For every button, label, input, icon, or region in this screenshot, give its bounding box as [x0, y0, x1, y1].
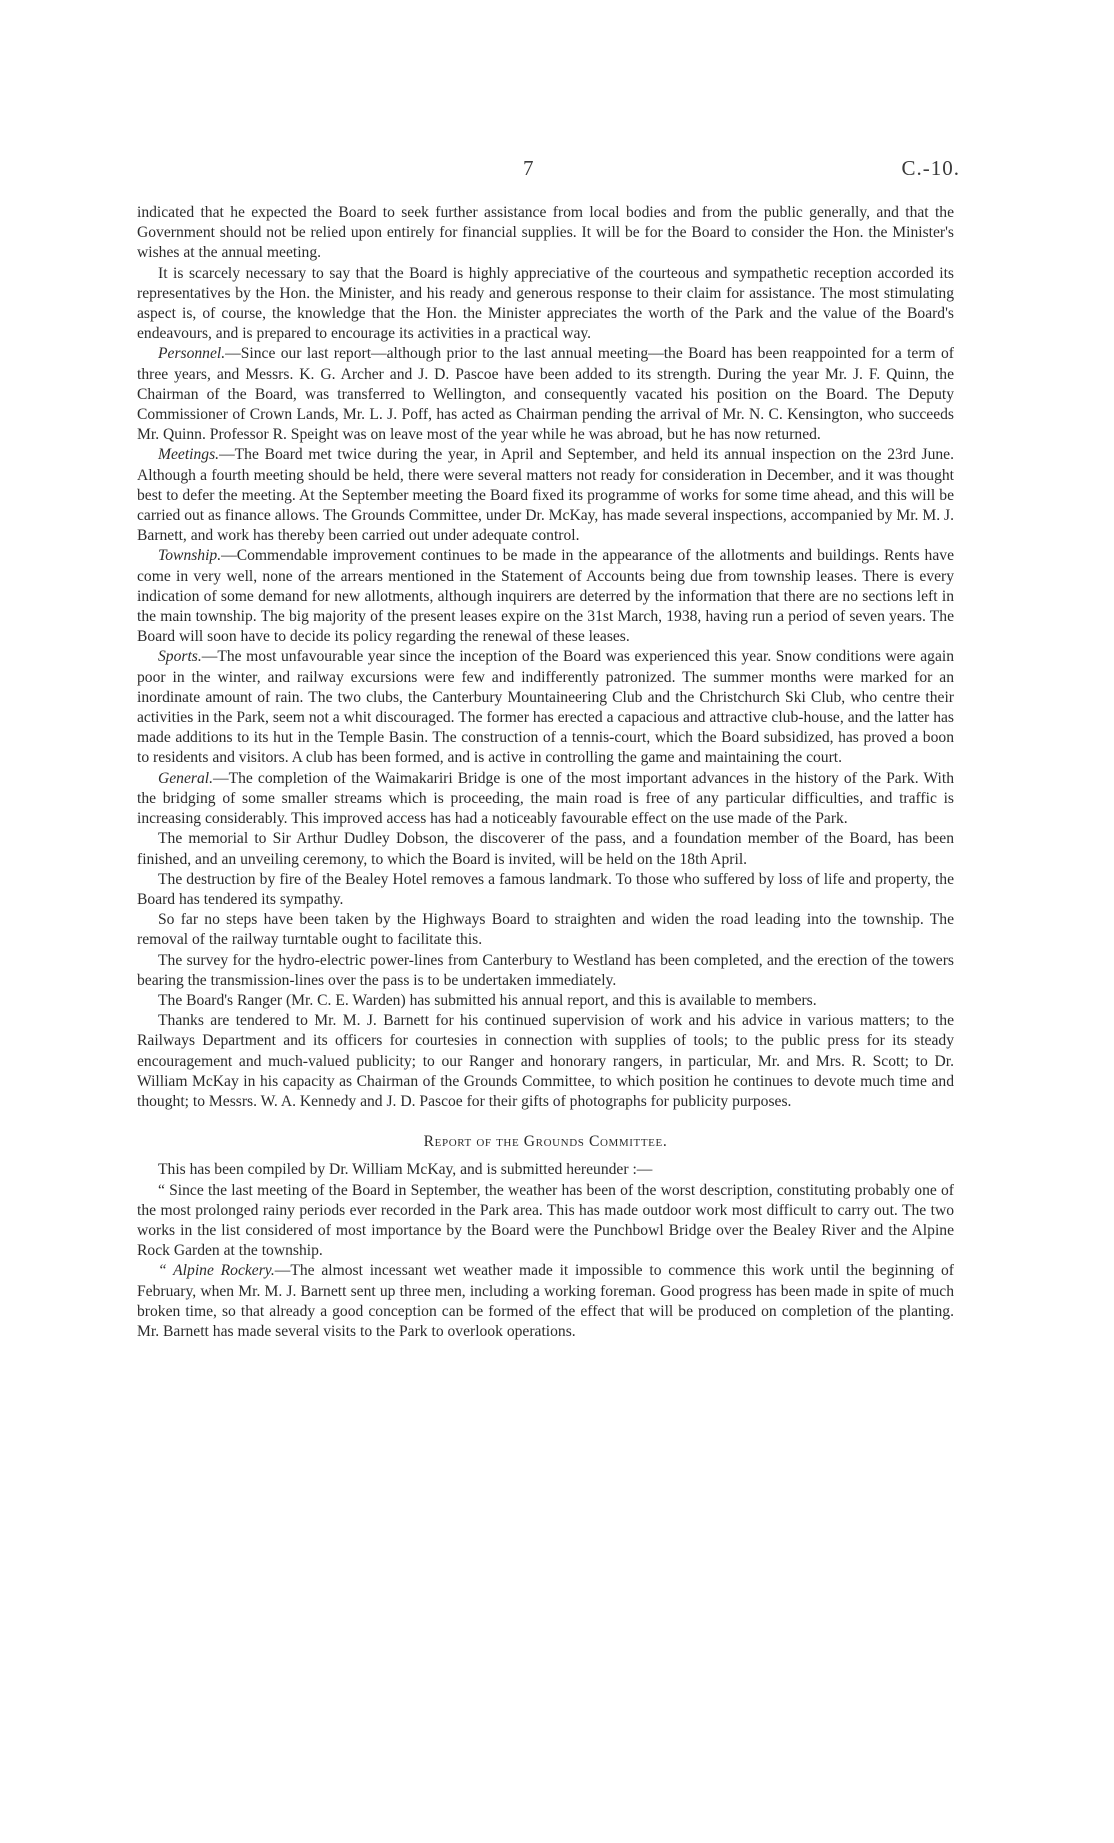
section-heading: Report of the Grounds Committee.: [423, 1133, 668, 1151]
paragraph: The destruction by fire of the Bealey Hotel removes a famous landmark. To those who suffered by loss of life and property, the Board has tendered its sympathy.: [137, 870, 954, 908]
paragraph-personnel: Personnel.—Since our last report—although prior to the last annual meeting—the Board has been reappointed for a term of three years, and Messrs. K. G. Archer and J. D. Pascoe have been added to its strength. During the year Mr. J. F. Quinn, the Chairman of the Board, was transferred to Wellington, and consequently vacated his position on the Board. The Deputy Commissioner of Crown Lands, Mr. L. J. Poff, has acted as Chairman pending the arrival of Mr. N. C. Kensington, who succeeds Mr. Quinn. Professor R. Speight was on leave most of the year while he was abroad, but he has now returned.: [137, 345, 954, 444]
document-code: C.-10.: [901, 156, 960, 180]
paragraph: This has been compiled by Dr. William McKay, and is submitted hereunder :—: [158, 1161, 653, 1179]
paragraph-lead: Personnel.: [158, 345, 226, 363]
paragraph: It is scarcely necessary to say that the Board is highly appreciative of the courteous and sympathetic reception accorded its representatives by the Hon. the Minister, and his ready and generous response to their claim for assistance. The most stimulating aspect is, of course, the knowledge that the Hon. the Minister appreciates the worth of the Park and the value of the Board's endeavours, and is prepared to encourage its activities in a practical way.: [137, 264, 954, 343]
paragraph-lead: Sports.: [158, 648, 202, 666]
paragraph-lead: Township.: [158, 547, 222, 565]
paragraph-lead: Meetings.: [158, 446, 220, 464]
paragraph-general: General.—The completion of the Waimakariri Bridge is one of the most important advances in the history of the Park. With the bridging of some smaller streams which is proceeding, the main road is free of any particular difficulties, and traffic is increasing considerably. This improved access has had a noticeably favourable effect on the use made of the Park.: [137, 769, 954, 828]
paragraph-alpine-rockery: “ Alpine Rockery.—The almost incessant wet weather made it impossible to commence this work until the beginning of February, when Mr. M. J. Barnett sent up three men, including a working foreman. Good progress has been made in spite of much broken time, so that already a good conception can be formed of the effect that will be produced on completion of the planting. Mr. Barnett has made several visits to the Park to overlook operations.: [137, 1262, 954, 1340]
paragraph-township: Township.—Commendable improvement continues to be made in the appearance of the allotments and buildings. Rents have come in very well, none of the arrears mentioned in the Statement of Accounts being due from township leases. There is every indication of some demand for new allotments, although inquirers are deterred by the information that there are no sections left in the main township. The big majority of the present leases expire on the 31st March, 1938, having run a period of seven years. The Board will soon have to decide its policy regarding the renewal of these leases.: [137, 547, 954, 646]
page-number: 7: [523, 156, 534, 180]
paragraph: So far no steps have been taken by the Highways Board to straighten and widen the road leading into the township. The removal of the railway turntable ought to facilitate this.: [137, 911, 954, 949]
paragraph: indicated that he expected the Board to seek further assistance from local bodies and from the public generally, and that the Government should not be relied upon entirely for financial supplies. It will be for the Board to consider the Hon. the Minister's wishes at the annual meeting.: [137, 204, 954, 262]
paragraph-sports: Sports.—The most unfavourable year since the inception of the Board was experienced this year. Snow conditions were again poor in the winter, and railway excursions were few and indifferently patronized. The summer months were marked for an inordinate amount of rain. The two clubs, the Canterbury Mountaineering Club and the Christchurch Ski Club, who centre their activities in the Park, seem not a whit discouraged. The former has erected a capacious and attractive club-house, and the latter has made additions to its hut in the Temple Basin. The construction of a tennis-court, which the Board subsidized, has proved a boon to residents and visitors. A club has been formed, and is active in controlling the game and maintaining the court.: [137, 648, 954, 767]
paragraph: “ Since the last meeting of the Board in September, the weather has been of the worst description, constituting probably one of the most prolonged rainy periods ever recorded in the Park area. This has made outdoor work most difficult to carry out. The two works in the list considered of most importance by the Board were the Punchbowl Bridge over the Bealey River and the Alpine Rock Garden at the township.: [137, 1181, 954, 1260]
paragraph: The Board's Ranger (Mr. C. E. Warden) has submitted his annual report, and this is available to members.: [158, 991, 817, 1009]
paragraph: The memorial to Sir Arthur Dudley Dobson, the discoverer of the pass, and a foundation member of the Board, has been finished, and an unveiling ceremony, to which the Board is invited, will be held on the 18th April.: [137, 830, 954, 868]
paragraph: Thanks are tendered to Mr. M. J. Barnett for his continued supervision of work and his advice in various matters; to the Railways Department and its officers for courtesies in connection with supplies of tools; to the public press for its steady encouragement and much-valued publicity; to our Ranger and honorary rangers, in particular, Mr. and Mrs. R. Scott; to Dr. William McKay in his capacity as Chairman of the Grounds Committee, to which position he continues to devote much time and thought; to Messrs. W. A. Kennedy and J. D. Pascoe for their gifts of photographs for publicity purposes.: [137, 1012, 954, 1110]
paragraph: The survey for the hydro-electric power-lines from Canterbury to Westland has been completed, and the erection of the towers bearing the transmission-lines over the pass is to be undertaken immediately.: [137, 951, 954, 989]
paragraph-lead: “ Alpine Rockery.: [158, 1262, 275, 1280]
page-header: [0, 158, 1114, 188]
document-body: [137, 203, 954, 1342]
paragraph-meetings: Meetings.—The Board met twice during the year, in April and September, and held its annual inspection on the 23rd June. Although a fourth meeting should be held, there were several matters not ready for consideration in December, and it was thought best to defer the meeting. At the September meeting the Board fixed its programme of works for some time ahead, and this will be carried out as finance allows. The Grounds Committee, under Dr. McKay, has made several inspections, accompanied by Mr. M. J. Barnett, and work has thereby been carried out under adequate control.: [137, 446, 954, 545]
paragraph-lead: General.: [158, 769, 213, 787]
